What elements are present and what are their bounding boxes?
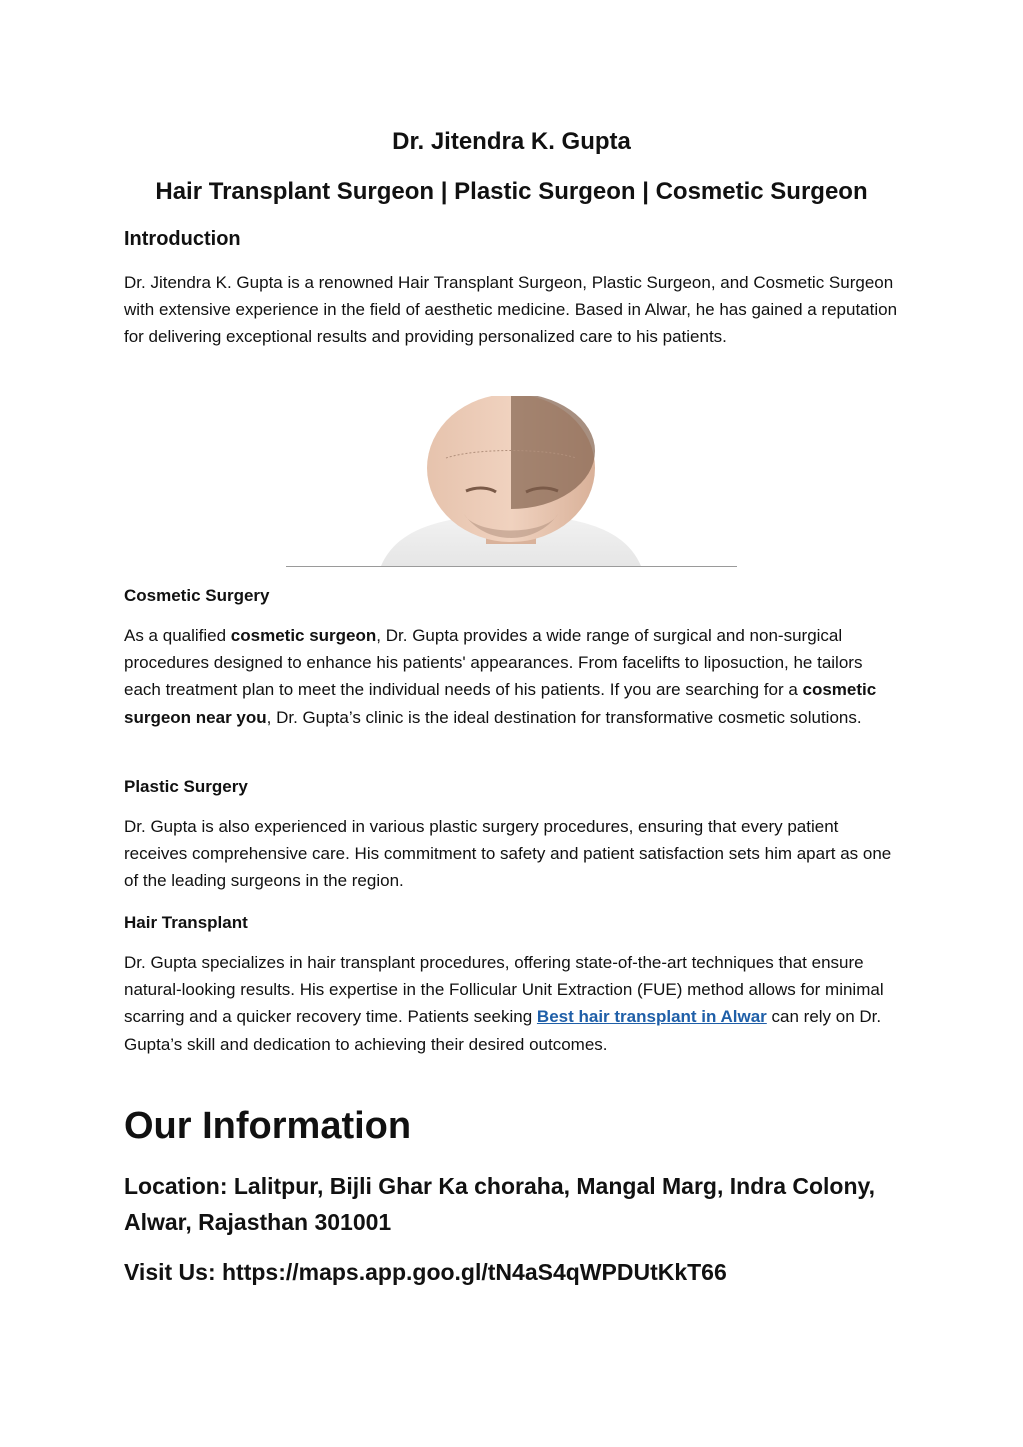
cosmetic-surgeon-near-you-bold: cosmetic surgeon near you: [124, 680, 877, 727]
cosmetic-paragraph: As a qualified cosmetic surgeon, Dr. Gupta provides a wide range of surgical and non-surgical procedures designed to enhance his patients' appearances. From facelifts to liposuction, he tailors each treatment plan to meet the individual needs of his patients. If you are searching for a cosmetic surgeon near you, Dr. Gupta’s clinic is the ideal destination for transformative cosmetic solutions.: [124, 626, 877, 727]
best-hair-transplant-link[interactable]: Best hair transplant in Alwar: [536, 1007, 767, 1027]
doctor-specialties: Hair Transplant Surgeon | Plastic Surgeon | Cosmetic Surgeon: [155, 178, 868, 205]
intro-heading: Introduction: [124, 228, 241, 250]
image-divider: [286, 566, 737, 567]
plastic-paragraph: Dr. Gupta is also experienced in various plastic surgery procedures, ensuring that every patient receives comprehensive care. His commitment to safety and patient satisfaction sets him apart as one of the leading surgeons in the region.: [124, 817, 892, 891]
doctor-name: Dr. Jitendra K. Gupta: [392, 128, 631, 155]
hair-transplant-photo-icon: [286, 396, 737, 566]
hair-transplant-paragraph: Dr. Gupta specializes in hair transplant procedures, offering state-of-the-art techniques that ensure natural-looking results. His expertise in the Follicular Unit Extraction (FUE) method allows for minimal scarring and a quicker recovery time. Patients seeking Best hair transplant in Alwar can rely on Dr. Gupta’s skill and dedication to achieving their desired outcomes.: [124, 953, 884, 1054]
hair-transplant-heading: Hair Transplant: [124, 913, 248, 932]
plastic-heading: Plastic Surgery: [124, 777, 248, 796]
visit-us-text: Visit Us: https://maps.app.goo.gl/tN4aS4qWPDUtKkT66: [124, 1259, 727, 1285]
our-information-heading: Our Information: [124, 1105, 412, 1147]
cosmetic-heading: Cosmetic Surgery: [124, 586, 270, 605]
intro-paragraph: Dr. Jitendra K. Gupta is a renowned Hair Transplant Surgeon, Plastic Surgeon, and Cosmetic Surgeon with extensive experience in the field of aesthetic medicine. Based in Alwar, he has gained a reputation for delivering exceptional results and providing personalized care to his patients.: [124, 273, 898, 347]
cosmetic-surgeon-bold: cosmetic surgeon: [230, 626, 377, 645]
location-text: Location: Lalitpur, Bijli Ghar Ka choraha, Mangal Marg, Indra Colony, Alwar, Rajasthan 301001: [124, 1173, 875, 1235]
